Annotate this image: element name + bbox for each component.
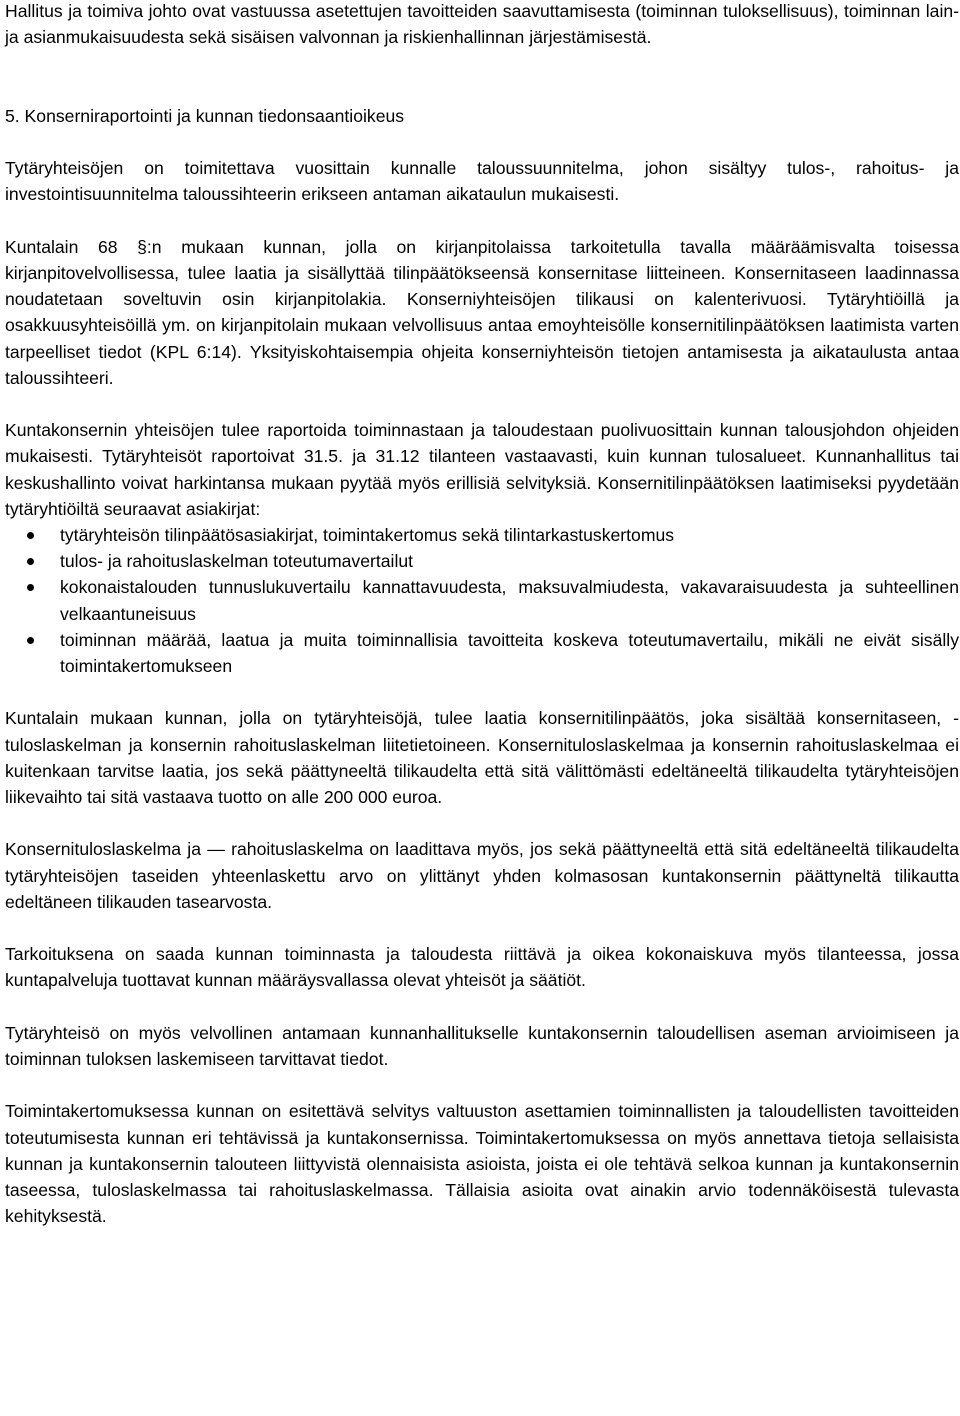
list-item	[5, 548, 959, 574]
intro-paragraph: Hallitus ja toimiva johto ovat vastuussa asetettujen tavoitteiden saavuttamisesta (toiminnan tuloksellisuus), toiminnan lain- ja asianmukaisuudesta sekä sisäisen valvonnan ja riskienhallinnan järjestämisestä.	[5, 1, 959, 48]
document-page	[5, 0, 959, 1229]
list-item-text: tytäryhteisön tilinpäätösasiakirjat, toimintakertomus sekä tilintarkastuskertomus	[60, 525, 675, 545]
paragraph-income-statement: Konsernituloslaskelma ja — rahoituslaskelma on laadittava myös, jos sekä päättyneeltä että sitä edeltäneeltä tilikaudelta tytäryhteisöjen taseiden yhteenlaskettu arvo on ylittänyt yhden kolmasosan kuntakonsernin päättyneltä tilikautta edeltäneen tilikauden tasearvosta.	[5, 839, 959, 912]
paragraph-consolidated-statements: Kuntalain mukaan kunnan, jolla on tytäryhteisöjä, tulee laatia konsernitilinpäätös, joka sisältää konsernitaseen, -tuloslaskelman ja konsernin rahoituslaskelman liitetietoineen. Konsernituloslaskelmaa ja konsernin rahoituslaskelmaa ei kuitenkaan tarvitse laatia, jos sekä päättyneeltä tilikaudelta että sitä välittömästi edeltäneeltä tilikaudelta tytäryhteisöjen liikevaihto tai sitä vastaava tuotto on alle 200 000 euroa.	[5, 708, 959, 808]
list-item	[5, 574, 959, 626]
section-heading: 5. Konserniraportointi ja kunnan tiedonsaantioikeus	[5, 105, 405, 126]
list-item	[5, 627, 959, 679]
list-item-text: kokonaistalouden tunnuslukuvertailu kannattavuudesta, maksuvalmiudesta, vakavaraisuudesta ja suhteellinen velkaantuneisuus	[60, 577, 959, 624]
paragraph-annual-report: Toimintakertomuksessa kunnan on esitettävä selvitys valtuuston asettamien toiminnallisten ja taloudellisten tavoitteiden toteutumisesta kunnan eri tehtävissä ja kuntakonsernissa. Toimintakertomuksessa on myös annettava tietoja sellaisista kunnan ja kuntakonsernin talouteen liittyvistä olennaisista asioista, joista ei ole tehtävä selkoa kunnan ja kuntakonsernin taseessa, tuloslaskelmassa tai rahoituslaskelmassa. Tällaisia asioita ovat ainakin arvio todennäköisestä tulevasta kehityksestä.	[5, 1101, 959, 1227]
bullet-icon	[27, 532, 34, 539]
list-item-text: toiminnan määrää, laatua ja muita toiminnallisia tavoitteita koskeva toteutumavertailu, mikäli ne eivät sisälly toimintakertomukseen	[60, 629, 959, 677]
list-item-text: tulos- ja rahoituslaskelman toteutumavertailut	[60, 551, 414, 572]
bullet-icon	[27, 637, 34, 644]
paragraph-reporting-schedule: Tytäryhteisöjen on toimitettava vuosittain kunnalle taloussuunnitelma, johon sisältyy tulos-, rahoitus- ja investointisuunnitelma taloussihteerin erikseen antaman aikataulun mukaisesti.	[5, 158, 959, 205]
list-item	[5, 522, 959, 548]
bullet-icon	[27, 558, 34, 565]
required-documents-list	[5, 522, 959, 679]
paragraph-group-reporting: Kuntakonsernin yhteisöjen tulee raportoida toiminnastaan ja taloudestaan puolivuosittain kunnan talousjohdon ohjeiden mukaisesti. Tytäryhteisöt raportoivat 31.5. ja 31.12 tilanteen vastaavasti, kuin kunnan tulosalueet. Kunnanhallitus tai keskushallinto voivat harkintansa mukaan pyytää myös erillisiä selvityksiä. Konsernitilinpäätöksen laatimiseksi pyydetään tytäryhtiöiltä seuraavat asiakirjat:	[5, 420, 959, 519]
bullet-icon	[27, 584, 34, 591]
paragraph-subsidiary-obligation: Tytäryhteisö on myös velvollinen antamaan kunnanhallitukselle kuntakonsernin taloudellisen aseman arvioimiseen ja toiminnan tuloksen laskemiseen tarvittavat tiedot.	[5, 1022, 959, 1069]
paragraph-purpose: Tarkoituksena on saada kunnan toiminnasta ja taloudesta riittävä ja oikea kokonaiskuva myös tilanteessa, jossa kuntapalveluja tuottavat kunnan määräysvallassa olevat yhteisöt ja säätiöt.	[5, 944, 959, 991]
paragraph-consolidated-balance: Kuntalain 68 §:n mukaan kunnan, jolla on kirjanpitolaissa tarkoitetulla tavalla määräämisvalta toisessa kirjanpitovelvollisessa, tulee laatia ja sisällyttää tilinpäätökseensä konsernitase liitteineen. Konsernitaseen laadinnassa noudatetaan soveltuvin osin kirjanpitolakia. Konserniyhteisöjen tilikausi on kalenterivuosi. Tytäryhtiöillä ja osakkuusyhteisöillä ym. on kirjanpitolain mukaan velvollisuus antaa emoyhteisölle konsernitilinpäätöksen laatimista varten tarpeelliset tiedot (KPL 6:14). Yksityiskohtaisempia ohjeita konserniyhteisön tietojen antamisesta ja aikataulusta antaa taloussihteeri.	[5, 236, 959, 388]
